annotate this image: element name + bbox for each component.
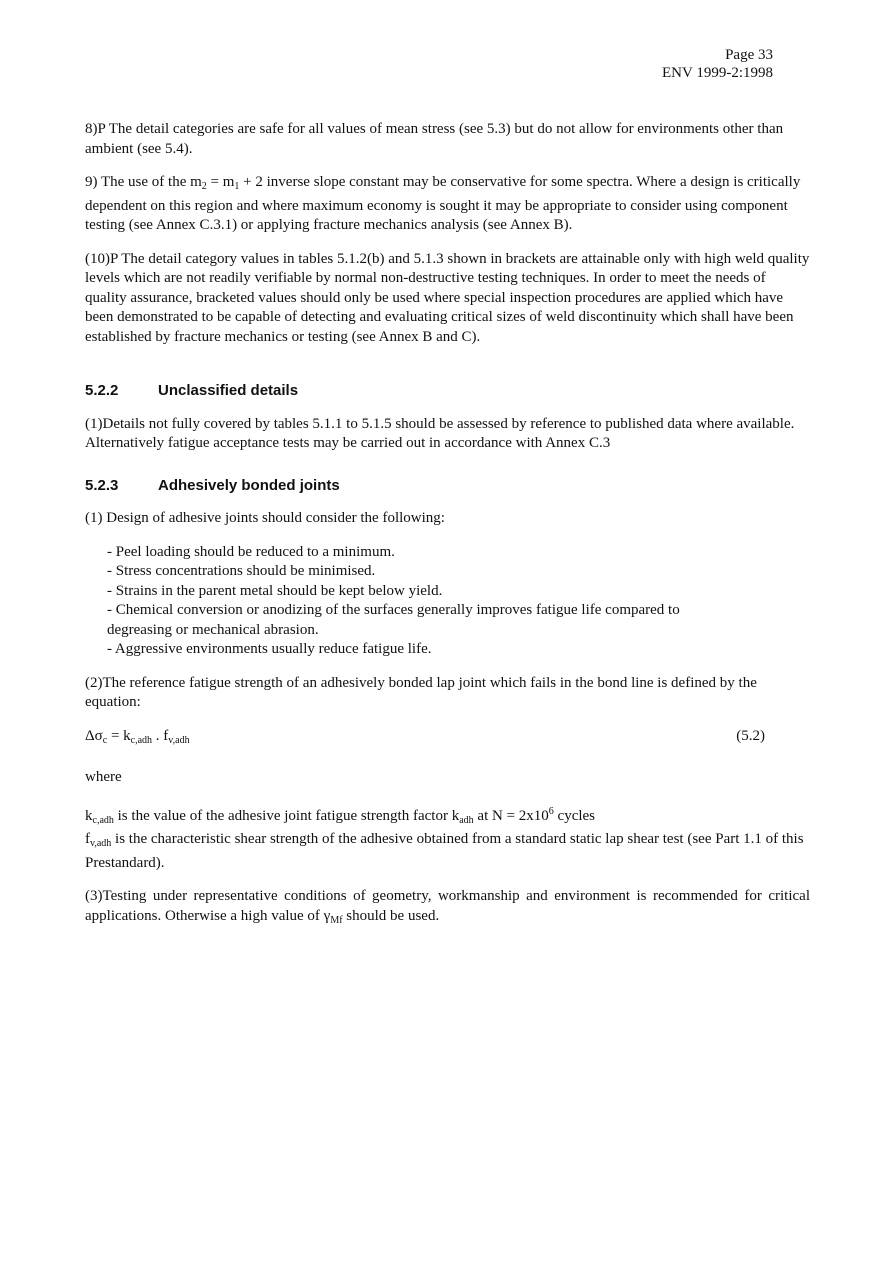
equation-5-2 bbox=[85, 727, 810, 751]
document-id: ENV 1999-2:1998 bbox=[662, 65, 773, 81]
section-number: 5.2.3 bbox=[85, 476, 119, 494]
list-item: degreasing or mechanical abrasion. bbox=[107, 621, 319, 638]
equation-number: (5.2) bbox=[736, 727, 765, 744]
list-item: - Chemical conversion or anodizing of the surfaces generally improves fatigue life compared to bbox=[107, 602, 680, 618]
page-number: Page 33 bbox=[725, 47, 773, 63]
list-item: - Peel loading should be reduced to a minimum. bbox=[107, 543, 395, 560]
section-heading-5-2-2 bbox=[85, 381, 810, 401]
page-content bbox=[85, 120, 810, 944]
section-heading-5-2-3 bbox=[85, 476, 810, 496]
list-item: - Aggressive environments usually reduce fatigue life. bbox=[107, 641, 432, 657]
paragraph-8: 8)P The detail categories are safe for all values of mean stress (see 5.3) but do not allow for environments other than ambient (see 5.4). bbox=[85, 121, 784, 157]
paragraph-9: 9) The use of the $m_2 = m_1 + 2$ inverse slope constant may be conservative for some spectra. Where a design is critically dependent on this region and where maximum economy is sought it may be appropriate to consider using component testing (see Annex C.3.1) or applying fracture mechanics analysis (see Annex B). bbox=[85, 174, 801, 233]
list-item: - Stress concentrations should be minimised. bbox=[107, 563, 376, 579]
definitions bbox=[85, 802, 810, 874]
equation-body: $\Delta\sigma_c = k_{c,adh}$ . $f_{v,adh}$ bbox=[85, 727, 190, 746]
paragraph-5-2-3-1: (1) Design of adhesive joints should consider the following: bbox=[85, 510, 445, 526]
considerations-list bbox=[107, 543, 810, 660]
list-item: - Strains in the parent metal should be kept below yield. bbox=[107, 582, 443, 599]
paragraph-5-2-3-2: (2)The reference fatigue strength of an adhesively bonded lap joint which fails in the bond line is defined by the equation: bbox=[85, 674, 757, 710]
section-title: Adhesively bonded joints bbox=[158, 476, 340, 494]
section-number: 5.2.2 bbox=[85, 382, 119, 399]
definition-f: $f_{v,adh}$ is the characteristic shear strength of the adhesive obtained from a standard static lap shear test (see Part 1.1 of this Prestandard). bbox=[85, 831, 804, 871]
definition-k: $k_{c,adh}$ is the value of the adhesive joint fatigue strength factor $k_{adh}$ at $N = 2x10^6$ cycles bbox=[85, 805, 596, 826]
paragraph-10: (10)P The detail category values in tables 5.1.2(b) and 5.1.3 shown in brackets are attainable only with high weld quality levels which are not readily verifiable by normal non-destructive testing techniques. In order to meet the needs of quality assurance, bracketed values should only be used where special inspection procedures are applied which have been demonstrated to be capable of detecting and evaluating critical sizes of weld discontinuity which shall have been established by fracture mechanics or testing (see Annex B and C). bbox=[85, 250, 810, 345]
where-label: where bbox=[85, 769, 122, 785]
section-title: Unclassified details bbox=[158, 382, 299, 399]
paragraph-5-2-3-3: (3)Testing under representative conditions of geometry, workmanship and environment is recommended for critical applications. Otherwise a high value of $\gamma_{Mf}$ should be used. bbox=[85, 888, 810, 926]
paragraph-5-2-2-1: (1)Details not fully covered by tables 5.1.1 to 5.1.5 should be assessed by reference to published data where available. Alternatively fatigue acceptance tests may be carried out in accordance with Annex C.3 bbox=[85, 415, 795, 451]
page-header bbox=[662, 46, 773, 82]
